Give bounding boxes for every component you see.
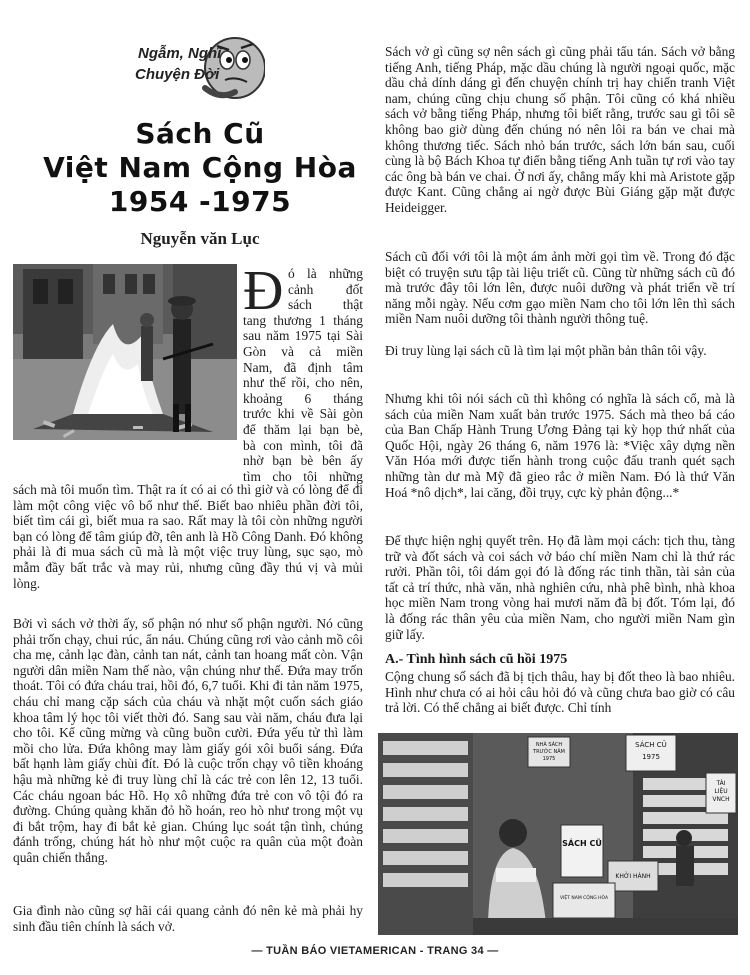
right-paragraph-3: Đi truy lùng lại sách cũ là tìm lại một phần bản thân tôi vậy.	[385, 343, 707, 358]
right-paragraph-6: Cộng chung số sách đã bị tịch thâu, hay bị đốt theo là bao nhiêu. Hình như chưa có ai hỏi câu hỏi đó và cũng chưa bao giờ có câu trả lời. Có thể chẳng ai biết được. Chỉ tính	[385, 669, 735, 716]
left-paragraph-3: Gia đình nào cũng sợ hãi cái quang cảnh đó nên kẻ mà phải hy sinh đầu tiên chính là sách vở.	[13, 903, 363, 934]
article-title-line1: Sách Cũ	[135, 117, 265, 150]
intro-line: trước khi về Sài gòn	[243, 406, 363, 422]
intro-line: Gòn và cả miền	[243, 344, 363, 359]
book-khoi-hanh: KHỞI HÀNH	[615, 873, 651, 880]
left-paragraph-1: sách mà tôi muốn tìm. Thật ra ít có ai có thì giờ và có lòng để đi làm một công việc vô bổ như thế. Biết bao nhiêu phần đời tôi, biết tìm cái gì, biết mua ra sao. Rất may là tôi còn những người bạn có lòng để tâm giúp đỡ, tên anh là Hồ Công Danh. Đó không phải là đi mua sách cũ mà là một việc truy lùng, sục sạo, mò mẫm đầy bất trắc và may rủi, nhưng cũng đầy thú vị và mủi lòng.	[13, 482, 363, 591]
sign-1975: SÁCH CŨ 1975	[635, 741, 667, 761]
intro-line: nhờ bạn bè bên ấy	[243, 453, 363, 469]
intro-line: sau năm 1975 tại Sài	[243, 328, 363, 344]
intro-line: ó là những	[288, 266, 363, 281]
article-title-line2: Việt Nam Cộng Hòa	[43, 151, 357, 184]
author-byline: Nguyễn văn Lục	[140, 229, 260, 248]
left-paragraph-2: Bởi vì sách vở thời ấy, số phận nó như số phận người. Nó cũng phải trốn chạy, chui rúc, ẩn náu. Chúng cũng rơi vào cảnh mồ côi cha mẹ, cảnh lạc đàn, cảnh tan nát, cảnh tan hoang mất còn. Vận người dân miền Nam thế nào, vận chúng như thế. Đứa may trốn thoát. Tôi có đứa cháu trai, hồi đó, 6,7 tuổi. Khi đi tản năm 1975, cháu chỉ mang cặp sách của cháu và nhặt một cuốn sách giáo khoa tâm lý học tôi viết thời đó. Sang sau vài năm, cháu đưa lại cho tôi. Kể cũng mừng và cũng buồn cười. Đứa yếu tử thì làm mồi cho lửa. Đứa không may làm giấy gói xôi buổi sáng. Đứa bất hạnh làm giấy chùi đít. Đó là cuộc trốn chạy vô tiền khoáng hậu mà những kẻ đi truy lùng chỉ là các trẻ con lên 12, 13 tuổi. Các cháu ngoan bác Hồ. Họ xô những đứa trẻ con vô tội đó ra đường. Chúng quàng khăn đỏ hồ hoán, reo hò như trong một vụ đi bắt trộm, hay đi bắt kẻ gian. Chúng lục soát tận tình, chúng đánh trống, chúng hát hò như một cuộc ra quân của một đoàn quân chiến thắng.	[13, 616, 363, 865]
intro-line: Nam, đã định tâm	[243, 359, 363, 375]
right-paragraph-5: Để thực hiện nghị quyết trên. Họ đã làm mọi cách: tịch thu, tàng trữ và đốt sách và coi sách vở báo chí miền Nam chỉ là thứ rác rưởi. Phần tôi, tôi dám gọi đó là đống rác tinh thần, tài sản của tất cả trí thức, nhà văn, nhà nghiên cứu, nhà phê bình, nhà khoa học miền Nam trong vòng hai mươi năm đã bị đốt. Tóm lại, đó là đống rác thân yêu của miền Nam, cho người miền Nam gìn giữ lấy.	[385, 533, 735, 642]
book-vnch: VIỆT NAM CỘNG HÒA	[559, 896, 609, 901]
right-paragraph-1: Sách vở gì cũng sợ nên sách gì cũng phải tẩu tán. Sách vở bằng tiếng Anh, tiếng Pháp, mặc dầu chúng là người ngoại quốc, mặc dầu chả dính dáng gì đến chuyện chính trị hay chiến tranh Việt nam, chúng cũng chịu chung số phận. Tôi cũng có khá nhiều sách vở bằng tiếng Pháp, nhưng tôi biết rằng, trước sau gì tôi sẽ không bao giờ dùng đến chúng nó nên lôi ra bán ve chai mà không thương tiếc. Sách nhỏ bán trước, sách lớn bán sau, cuối cùng là bộ Bách Khoa tự điển bằng tiếng Anh tuần tự rơi vào tay các ông bà bán ve chai. Ở nơi ấy, chẳng mấy khi mà Aristote gặp được Kant. Cũng chẳng ai ngờ được Bùi Giáng gặp mặt được Heideigger.	[385, 44, 735, 215]
intro-line: tìm cho tôi những	[243, 468, 363, 484]
intro-line: bà con mình, tôi đã	[243, 437, 363, 453]
intro-line: khoảng 6 tháng	[243, 390, 363, 406]
logo-line2: Chuyện Đời	[135, 66, 220, 83]
drop-cap: Đ	[243, 260, 284, 322]
article-title-line3: 1954 -1975	[108, 185, 292, 218]
photo-bookstore	[378, 733, 738, 935]
intro-line: cảnh đốt	[288, 281, 363, 297]
intro-line: như thế rồi, cho nên,	[243, 375, 363, 391]
photo-book-burning	[13, 264, 237, 440]
right-paragraph-2: Sách cũ đối với tôi là một ám ảnh mời gọi tìm về. Trong đó đặc biệt có truyện sưu tập tài liệu triết cũ. Cũng từ những sách cũ đó mà trước đây tôi lớn lên, được nuôi dưỡng và phát triển về trí năng mỗi ngày. Nếu cơm gạo miền Nam cho tôi lớn lên thì sách miền Nam nuôi dưỡng tôi thành người thông tuệ.	[385, 249, 735, 327]
page-footer: — TUẦN BÁO VIETAMERICAN - TRANG 34 —	[251, 945, 499, 957]
intro-line: tang thương 1 tháng	[243, 312, 363, 328]
section-heading: A.- Tình hình sách cũ hồi 1975	[385, 652, 568, 667]
intro-line: sách thật	[288, 297, 363, 313]
sign-sach-cu: SÁCH CŨ	[562, 839, 602, 848]
sign-vnch: TÀI LIỆU VNCH	[712, 780, 730, 803]
logo-line1: Ngẫm, Nghĩ	[138, 45, 222, 62]
right-paragraph-4: Nhưng khi tôi nói sách cũ thì không có nghĩa là sách cổ, mà là sách của miền Nam xuất bản trước 1975. Sách mà theo bá cáo của Ban Chấp Hành Trung Ương Đảng tại kỳ họp thứ nhất của Quốc Hội, ngày 26 tháng 6, năm 1976 là: *Việc xây dựng nền Văn Hóa mới được tiến hành trong cuộc đấu tranh quét sạch những tàn dư mà Mỹ đã gieo rắc ở miền Nam. Đó là thứ Văn Hoá *nô dịch*, lai căng, đồi trụy, cực kỳ phản động...*	[385, 391, 735, 500]
sign-store: NHÀ SÁCH TRƯỚC NĂM 1975	[533, 742, 565, 762]
intro-line: để thăm lại bạn bè,	[243, 422, 363, 437]
